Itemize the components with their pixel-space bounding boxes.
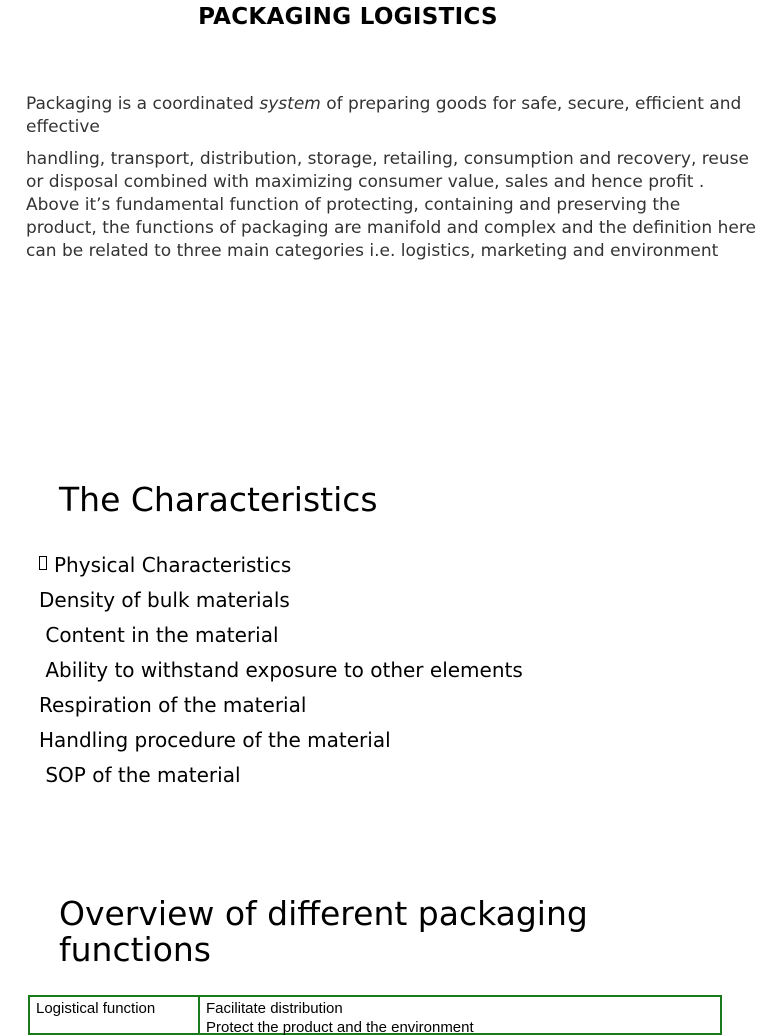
list-item-sop: SOP of the material <box>39 763 241 787</box>
list-item-handling: Handling procedure of the material <box>39 728 391 752</box>
list-item-ability: Ability to withstand exposure to other elements <box>39 658 523 682</box>
list-item-density: Density of bulk materials <box>39 588 290 612</box>
list-item-content: Content in the material <box>39 623 279 647</box>
table-cell-facilitate-distribution: Facilitate distribution <box>206 1000 343 1017</box>
page-title: PACKAGING LOGISTICS <box>198 4 498 30</box>
bullet-square-icon <box>39 556 47 570</box>
characteristics-heading: The Characteristics <box>59 480 378 519</box>
list-item-physical <box>39 553 291 577</box>
intro-paragraph-1 <box>26 93 756 139</box>
table-cell-protect-product: Protect the product and the environment <box>206 1019 474 1036</box>
list-item-respiration: Respiration of the material <box>39 693 307 717</box>
functions-table <box>28 995 722 1035</box>
intro-text-before: Packaging is a coordinated <box>26 94 260 114</box>
intro-text-after: of preparing goods for safe, secure, efficient and effective <box>26 94 742 137</box>
intro-paragraph-2: handling, transport, distribution, storage, retailing, consumption and recovery, reuse or disposal combined with maximizing consumer value, sales and hence profit . Above it’s fundamental function of protecting, containing and preserving the product, the functions of packaging are manifold and complex and the definition here can be related to three main categories i.e. logistics, marketing and environment <box>26 149 756 261</box>
intro-emphasis: system <box>259 94 321 114</box>
table-cell-logistical-function: Logistical function <box>36 1000 156 1017</box>
list-item-label: Physical Characteristics <box>54 553 292 577</box>
overview-heading: Overview of different packaging functions <box>59 894 588 969</box>
